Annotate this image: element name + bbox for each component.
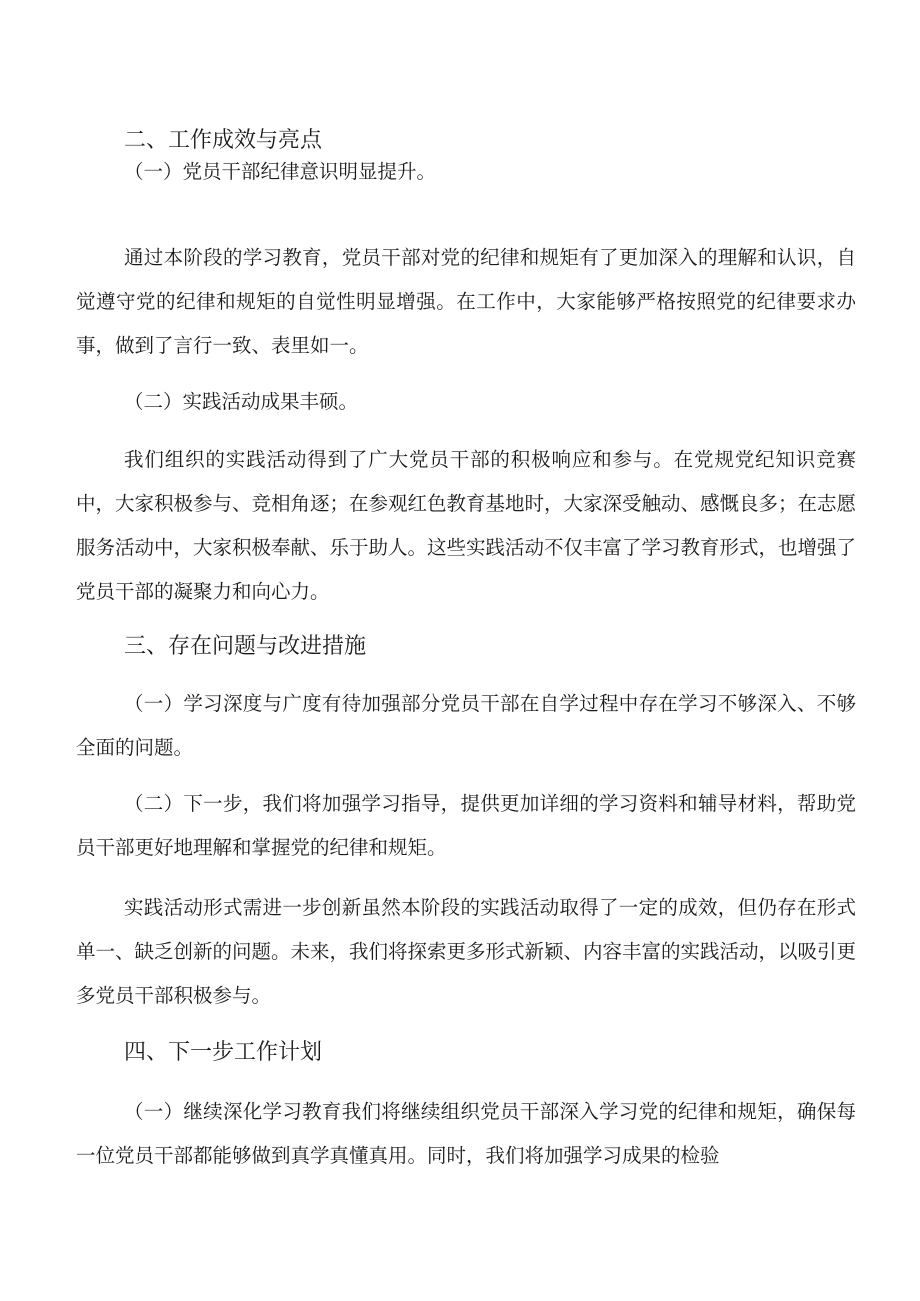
section-heading-4: 四、下一步工作计划: [124, 1040, 323, 1065]
paragraph-2-2: 我们组织的实践活动得到了广大党员干部的积极响应和参与。在党规党纪知识竞赛中，大家积极参与、竞相角逐；在参观红色教育基地时，大家深受触动、感慨良多；在志愿服务活动中，大家积极奉献、乐于助人。这些实践活动不仅丰富了学习教育形式，也增强了党员干部的凝聚力和向心力。: [76, 448, 857, 603]
paragraph-3-2: （二）下一步，我们将加强学习指导，提供更加详细的学习资料和辅导材料，帮助党员干部更好地理解和掌握党的纪律和规矩。: [76, 792, 856, 859]
subheading-2-1: （一）党员干部纪律意识明显提升。: [124, 160, 437, 183]
subheading-2-2: （二）实践活动成果丰硕。: [124, 390, 359, 413]
section-heading-2: 二、工作成效与亮点: [124, 128, 323, 153]
paragraph-2-1: 通过本阶段的学习教育，党员干部对党的纪律和规矩有了更加深入的理解和认识，自觉遵守党的纪律和规矩的自觉性明显增强。在工作中，大家能够严格按照党的纪律要求办事，做到了言行一致、表里如一。: [76, 246, 856, 357]
section-heading-3: 三、存在问题与改进措施: [124, 634, 367, 659]
paragraph-3-1: （一）学习深度与广度有待加强部分党员干部在自学过程中存在学习不够深入、不够全面的问题。: [76, 692, 856, 759]
paragraph-3-3: 实践活动形式需进一步创新虽然本阶段的实践活动取得了一定的成效，但仍存在形式单一、缺乏创新的问题。未来，我们将探索更多形式新颖、内容丰富的实践活动，以吸引更多党员干部积极参与。: [76, 896, 857, 1007]
paragraph-4-1: （一）继续深化学习教育我们将继续组织党员干部深入学习党的纪律和规矩，确保每一位党员干部都能够做到真学真懂真用。同时，我们将加强学习成果的检验: [76, 1100, 856, 1167]
